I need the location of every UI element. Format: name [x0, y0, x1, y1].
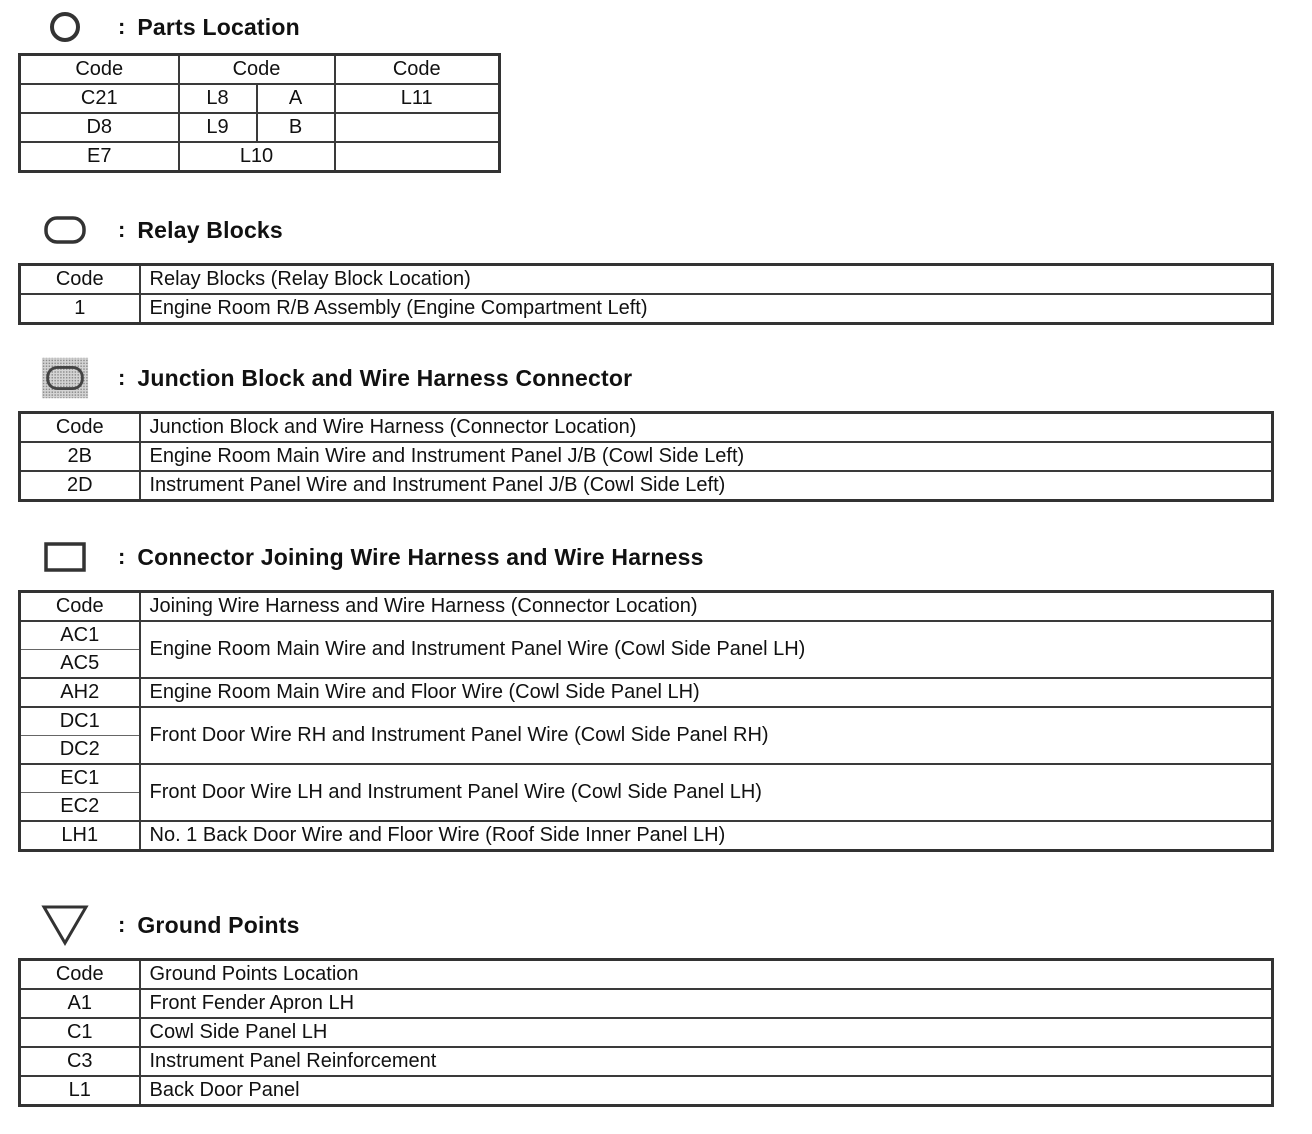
- table-header-row: [20, 960, 1273, 990]
- description-cell: Front Door Wire LH and Instrument Panel Wire (Cowl Side Panel LH): [140, 764, 1273, 821]
- code-cell: L11: [335, 84, 500, 113]
- header-cell: Junction Block and Wire Harness (Connector Location): [140, 413, 1273, 443]
- colon-separator: :: [118, 365, 126, 390]
- parts-location-heading: [40, 5, 300, 49]
- code-cell: L8: [179, 84, 257, 113]
- code-cell: EC2: [20, 793, 140, 822]
- header-cell: Code: [20, 413, 140, 443]
- rectangle-icon: [40, 537, 90, 577]
- header-cell: Code: [20, 960, 140, 990]
- shaded-oval-icon: [40, 358, 90, 398]
- relay-blocks-heading: [40, 208, 283, 252]
- table-header-row: [20, 413, 1273, 443]
- code-cell: E7: [20, 142, 179, 172]
- table-header-row: [20, 592, 1273, 622]
- description-cell: Engine Room Main Wire and Floor Wire (Cowl Side Panel LH): [140, 678, 1273, 707]
- relay-blocks-table: [18, 263, 1274, 325]
- description-cell: Back Door Panel: [140, 1076, 1273, 1106]
- code-cell: AC1: [20, 621, 140, 650]
- table-row: [20, 678, 1273, 707]
- table-row: [20, 1018, 1273, 1047]
- code-cell: 2D: [20, 471, 140, 501]
- header-cell: Code: [20, 265, 140, 295]
- description-cell: Front Door Wire RH and Instrument Panel Wire (Cowl Side Panel RH): [140, 707, 1273, 764]
- circle-icon: [40, 7, 90, 47]
- table-row: [20, 1076, 1273, 1106]
- code-cell: 2B: [20, 442, 140, 471]
- description-cell: Instrument Panel Wire and Instrument Panel J/B (Cowl Side Left): [140, 471, 1273, 501]
- header-cell: Joining Wire Harness and Wire Harness (Connector Location): [140, 592, 1273, 622]
- header-cell: Code: [20, 592, 140, 622]
- header-cell: Ground Points Location: [140, 960, 1273, 990]
- table-row: [20, 621, 1273, 650]
- description-cell: Front Fender Apron LH: [140, 989, 1273, 1018]
- header-cell: Code: [335, 55, 500, 85]
- code-cell: A: [257, 84, 335, 113]
- ground-points-table: [18, 958, 1274, 1107]
- colon-separator: :: [118, 14, 126, 39]
- header-cell: Relay Blocks (Relay Block Location): [140, 265, 1273, 295]
- table-row: [20, 1047, 1273, 1076]
- rounded-rectangle-icon: [40, 210, 90, 250]
- code-cell: DC2: [20, 736, 140, 765]
- table-row: [20, 707, 1273, 736]
- description-cell: Engine Room Main Wire and Instrument Panel J/B (Cowl Side Left): [140, 442, 1273, 471]
- table-row: [20, 142, 500, 172]
- connector-heading: [40, 535, 704, 579]
- code-cell: L9: [179, 113, 257, 142]
- section-title: Parts Location: [137, 13, 300, 40]
- triangle-down-icon: [40, 905, 90, 945]
- code-cell: L10: [179, 142, 335, 172]
- table-row: [20, 113, 500, 142]
- code-cell: [335, 113, 500, 142]
- section-title: Connector Joining Wire Harness and Wire Harness: [137, 543, 704, 570]
- ground-points-heading: [40, 903, 300, 947]
- table-row: [20, 294, 1273, 324]
- section-title: Junction Block and Wire Harness Connector: [137, 364, 633, 391]
- connector-table: [18, 590, 1274, 852]
- code-cell: A1: [20, 989, 140, 1018]
- table-row: [20, 442, 1273, 471]
- code-cell: AC5: [20, 650, 140, 679]
- code-cell: 1: [20, 294, 140, 324]
- code-cell: C1: [20, 1018, 140, 1047]
- section-title: Ground Points: [137, 911, 300, 938]
- section-title: Relay Blocks: [137, 216, 283, 243]
- code-cell: D8: [20, 113, 179, 142]
- colon-separator: :: [118, 544, 126, 569]
- code-cell: L1: [20, 1076, 140, 1106]
- code-cell: [335, 142, 500, 172]
- junction-block-heading: [40, 356, 632, 400]
- table-row: [20, 471, 1273, 501]
- description-cell: Cowl Side Panel LH: [140, 1018, 1273, 1047]
- code-cell: DC1: [20, 707, 140, 736]
- junction-block-table: [18, 411, 1274, 502]
- code-cell: C3: [20, 1047, 140, 1076]
- description-cell: Engine Room R/B Assembly (Engine Compartment Left): [140, 294, 1273, 324]
- table-header-row: [20, 55, 500, 85]
- code-cell: B: [257, 113, 335, 142]
- table-header-row: [20, 265, 1273, 295]
- description-cell: Engine Room Main Wire and Instrument Panel Wire (Cowl Side Panel LH): [140, 621, 1273, 678]
- colon-separator: :: [118, 217, 126, 242]
- header-cell: Code: [20, 55, 179, 85]
- table-row: [20, 821, 1273, 851]
- code-cell: AH2: [20, 678, 140, 707]
- parts-location-table: [18, 53, 501, 173]
- table-row: [20, 989, 1273, 1018]
- code-cell: LH1: [20, 821, 140, 851]
- description-cell: No. 1 Back Door Wire and Floor Wire (Roof Side Inner Panel LH): [140, 821, 1273, 851]
- header-cell: Code: [179, 55, 335, 85]
- table-row: [20, 84, 500, 113]
- table-row: [20, 764, 1273, 793]
- code-cell: C21: [20, 84, 179, 113]
- code-cell: EC1: [20, 764, 140, 793]
- description-cell: Instrument Panel Reinforcement: [140, 1047, 1273, 1076]
- colon-separator: :: [118, 912, 126, 937]
